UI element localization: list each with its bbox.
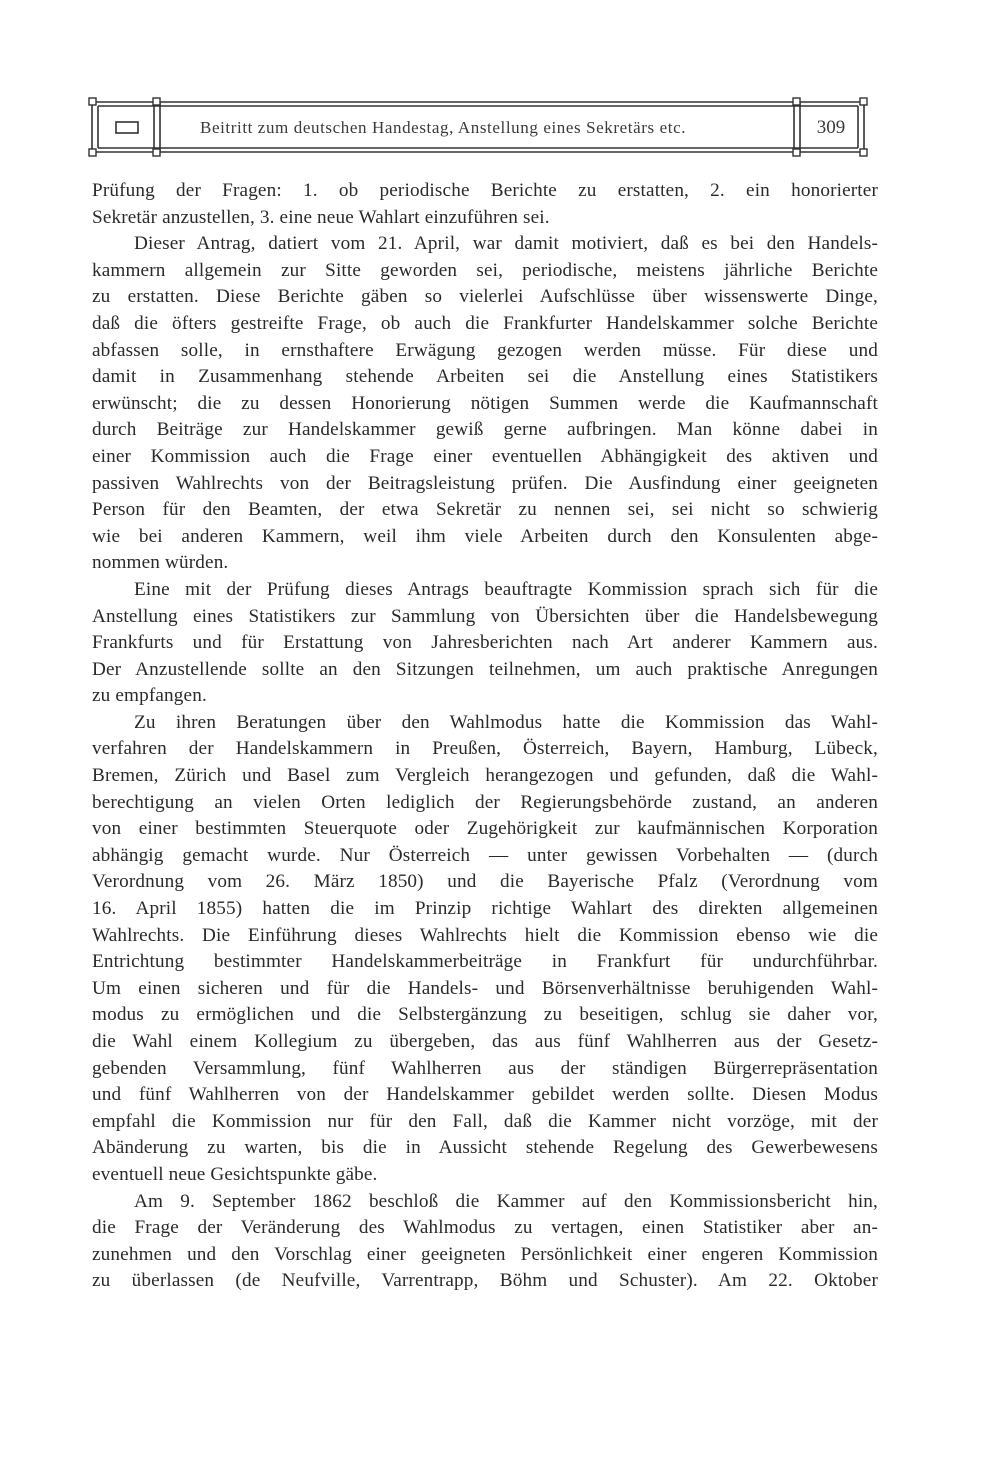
text-line: gebenden Versammlung, fünf Wahlherren aus der ständigen Bürgerrepräsentation: [92, 1057, 878, 1079]
text-line: zu überlassen (de Neufville, Varrentrapp, Böhm und Schuster). Am 22. Oktober: [92, 1270, 878, 1292]
text-line: damit in Zusammenhang stehende Arbeiten sei die Anstellung eines Statistikers: [92, 366, 878, 388]
paragraph: [92, 577, 878, 710]
paragraph: [92, 710, 878, 1189]
text-line: passiven Wahlrechts von der Beitragsleistung prüfen. Die Ausfindung einer geeigneten: [92, 472, 878, 494]
text-line: wie bei anderen Kammern, weil ihm viele Arbeiten durch den Konsulenten abge-: [92, 525, 878, 547]
text-line: nommen würden.: [92, 552, 229, 574]
text-line: Person für den Beamten, der etwa Sekretär zu nennen sei, sei nicht so schwierig: [92, 499, 878, 521]
text-line: von einer bestimmten Steuerquote oder Zugehörigkeit zur kaufmännischen Korporation: [92, 818, 878, 840]
text-line: einer Kommission auch die Frage einer eventuellen Abhängigkeit des aktiven und: [92, 445, 878, 467]
text-line: Wahlrechts. Die Einführung dieses Wahlrechts hielt die Kommission ebenso wie die: [92, 924, 878, 946]
paragraph: [92, 231, 878, 577]
text-line: daß die öfters gestreifte Frage, ob auch die Frankfurter Handelskammer solche Berichte: [92, 312, 878, 334]
text-line: modus zu ermöglichen und die Selbstergänzung zu beseitigen, schlug sie daher vor,: [92, 1004, 878, 1026]
text-line: verfahren der Handelskammern in Preußen, Österreich, Bayern, Hamburg, Lübeck,: [92, 738, 878, 760]
text-line: Bremen, Zürich und Basel zum Vergleich herangezogen und gefunden, daß die Wahl-: [92, 765, 878, 787]
text-line: zunehmen und den Vorschlag einer geeigneten Persönlichkeit einer engeren Kommission: [92, 1243, 878, 1265]
text-line: und fünf Wahlherren von der Handelskammer gebildet werden sollte. Diesen Modus: [92, 1084, 878, 1106]
text-line: Frankfurts und für Erstattung von Jahresberichten nach Art anderer Kammern aus.: [92, 632, 878, 654]
text-line: abhängig gemacht wurde. Nur Österreich — unter gewissen Vorbehalten — (durch: [92, 844, 878, 866]
text-line: die Wahl einem Kollegium zu übergeben, das aus fünf Wahlherren aus der Gesetz-: [92, 1031, 878, 1052]
body-text: [92, 178, 878, 1295]
text-line: zu erstatten. Diese Berichte gäben so vielerlei Aufschlüsse über wissenswerte Dinge,: [92, 286, 878, 308]
text-line: abfassen solle, in ernsthaftere Erwägung gezogen werden müsse. Für diese und: [92, 339, 878, 361]
text-line: Der Anzustellende sollte an den Sitzungen teilnehmen, um auch praktische Anregungen: [92, 658, 878, 680]
text-line: zu empfangen.: [92, 685, 207, 707]
text-line: Entrichtung bestimmter Handelskammerbeiträge in Frankfurt für undurchführbar.: [92, 951, 878, 973]
text-line: empfahl die Kommission nur für den Fall, daß die Kammer nicht vorzöge, mit der: [92, 1110, 878, 1132]
text-line: Abänderung zu warten, bis die in Aussicht stehende Regelung des Gewerbewesens: [92, 1137, 878, 1159]
text-line: Um einen sicheren und für die Handels- und Börsenverhältnisse beruhigenden Wahl-: [92, 977, 878, 999]
text-line: berechtigung an vielen Orten lediglich der Regierungsbehörde zustand, an anderen: [92, 791, 878, 813]
text-line: Am 9. September 1862 beschloß die Kammer auf den Kommissionsbericht hin,: [134, 1190, 878, 1212]
text-line: Sekretär anzustellen, 3. eine neue Wahlart einzuführen sei.: [92, 206, 550, 228]
text-line: Zu ihren Beratungen über den Wahlmodus hatte die Kommission das Wahl-: [134, 711, 878, 733]
text-line: eventuell neue Gesichtspunkte gäbe.: [92, 1163, 378, 1185]
text-line: Dieser Antrag, datiert vom 21. April, war damit motiviert, daß es bei den Handels-: [134, 233, 878, 255]
text-line: Eine mit der Prüfung dieses Antrags beauftragte Kommission sprach sich für die: [134, 578, 878, 600]
text-line: erwünscht; die zu dessen Honorierung nötigen Summen werde die Kaufmannschaft: [92, 392, 878, 414]
text-line: Anstellung eines Statistikers zur Sammlung von Übersichten über die Handelsbewegung: [92, 605, 878, 627]
paragraph: [92, 178, 878, 231]
text-line: Prüfung der Fragen: 1. ob periodische Berichte zu erstatten, 2. ein honorierter: [92, 180, 878, 201]
paragraph: [92, 1189, 878, 1295]
text-line: die Frage der Veränderung des Wahlmodus zu vertagen, einen Statistiker aber an-: [92, 1217, 878, 1239]
text-line: durch Beiträge zur Handelskammer gewiß gerne aufbringen. Man könne dabei in: [92, 419, 878, 441]
text-line: kammern allgemein zur Sitte geworden sei, periodische, meistens jährliche Berichte: [92, 259, 878, 281]
running-head: Beitritt zum deutschen Handestag, Anstellung eines Sekretärs etc.: [200, 118, 687, 137]
text-line: 16. April 1855) hatten die im Prinzip richtige Wahlart des direkten allgemeinen: [92, 898, 878, 920]
page-number: 309: [816, 117, 846, 138]
text-line: Verordnung vom 26. März 1850) und die Bayerische Pfalz (Verordnung vom: [92, 871, 878, 893]
